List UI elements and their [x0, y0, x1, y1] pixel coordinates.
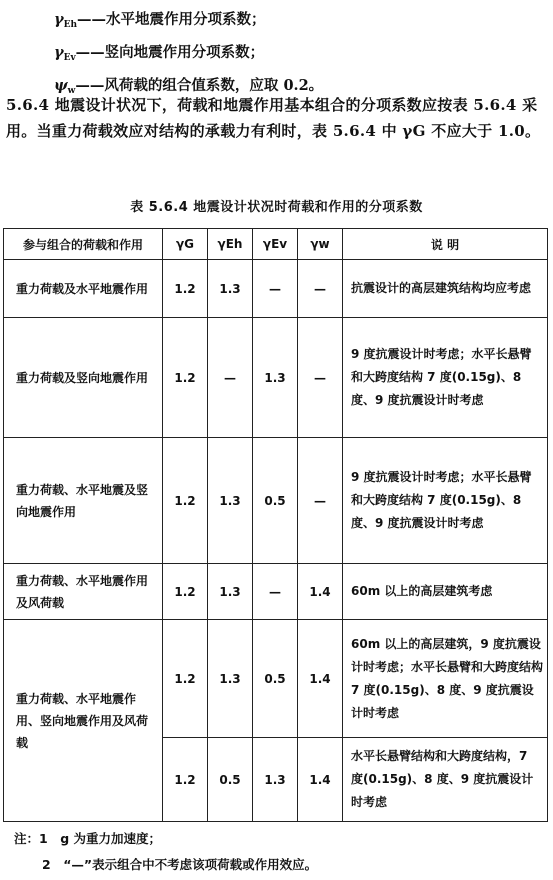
note-1: 注：1 g 为重力加速度；	[14, 831, 161, 846]
gamma-g-cell: 1.2	[163, 564, 208, 620]
table-row	[4, 620, 548, 738]
table-row	[4, 260, 548, 318]
gamma-g-cell: 1.2	[163, 438, 208, 564]
note-cell: 60m 以上的高层建筑，9 度抗震设计时考虑；水平长悬臂和大跨度结构 7 度(0.15g)、8 度、9 度抗震设计时考虑	[343, 620, 548, 738]
gamma-w-cell: 1.4	[298, 738, 343, 822]
table-caption: 表 5.6.4 地震设计状况时荷载和作用的分项系数	[130, 200, 423, 215]
note-cell: 9 度抗震设计时考虑；水平长悬臂和大跨度结构 7 度(0.15g)、8 度、9 度抗震设计时考虑	[343, 318, 548, 438]
gamma-w-cell: 1.4	[298, 620, 343, 738]
combo-cell: 重力荷载、水平地震作用及风荷载	[4, 564, 163, 620]
gamma-g-cell: 1.2	[163, 260, 208, 318]
note-cell: 抗震设计的高层建筑结构均应考虑	[343, 260, 548, 318]
definition-text: ——竖向地震作用分项系数；	[75, 44, 265, 61]
gamma-eh-cell: 1.3	[208, 564, 253, 620]
table-row	[4, 438, 548, 564]
note-cell: 水平长悬臂结构和大跨度结构，7 度(0.15g)、8 度、9 度抗震设计时考虑	[343, 738, 548, 822]
gamma-g-cell: 1.2	[163, 620, 208, 738]
table-header-row	[4, 229, 548, 260]
header-gamma-eh: γEh	[208, 229, 253, 260]
gamma-w-cell: 1.4	[298, 564, 343, 620]
table-notes	[14, 826, 317, 878]
combo-cell: 重力荷载、水平地震作用、竖向地震作用及风荷载	[4, 620, 163, 822]
gamma-ev-cell: 0.5	[253, 438, 298, 564]
gamma-ev-cell: —	[253, 564, 298, 620]
header-gamma-g: γG	[163, 229, 208, 260]
gamma-g-cell: 1.2	[163, 738, 208, 822]
header-combo: 参与组合的荷载和作用	[4, 229, 163, 260]
combo-cell: 重力荷载及水平地震作用	[4, 260, 163, 318]
gamma-g-cell: 1.2	[163, 318, 208, 438]
note-cell: 9 度抗震设计时考虑；水平长悬臂和大跨度结构 7 度(0.15g)、8 度、9 度抗震设计时考虑	[343, 438, 548, 564]
gamma-ev-cell: 1.3	[253, 738, 298, 822]
gamma-eh-cell: 1.3	[208, 620, 253, 738]
definition-gamma-ev	[54, 39, 323, 72]
clause-5-6-4: 5.6.4 地震设计状况下，荷载和地震作用基本组合的分项系数应按表 5.6.4 采用。当重力荷载效应对结构的承载力有利时，表 5.6.4 中 γG 不应大于 1.0。	[6, 96, 541, 140]
gamma-eh-cell: 1.3	[208, 260, 253, 318]
gamma-ev-cell: —	[253, 260, 298, 318]
symbol: $\gamma_{Eh}$	[54, 11, 77, 30]
gamma-w-cell: —	[298, 318, 343, 438]
factor-table	[3, 228, 548, 822]
definition-gamma-eh	[54, 6, 323, 39]
gamma-w-cell: —	[298, 260, 343, 318]
header-gamma-ev: γEv	[253, 229, 298, 260]
gamma-ev-cell: 1.3	[253, 318, 298, 438]
table-row	[4, 564, 548, 620]
gamma-eh-cell: 0.5	[208, 738, 253, 822]
definition-text: ——水平地震作用分项系数；	[76, 11, 266, 28]
gamma-w-cell: —	[298, 438, 343, 564]
symbol-definitions	[54, 6, 323, 105]
definition-text: ——风荷载的组合值系数，应取 0.2。	[75, 77, 324, 94]
note-cell: 60m 以上的高层建筑考虑	[343, 564, 548, 620]
table-row	[4, 318, 548, 438]
gamma-eh-cell: —	[208, 318, 253, 438]
header-note: 说 明	[343, 229, 548, 260]
gamma-ev-cell: 0.5	[253, 620, 298, 738]
note-2: 2 “—”表示组合中不考虑该项荷载或作用效应。	[42, 857, 318, 872]
symbol: $\gamma_{Ev}$	[54, 44, 76, 63]
gamma-eh-cell: 1.3	[208, 438, 253, 564]
combo-cell: 重力荷载及竖向地震作用	[4, 318, 163, 438]
combo-cell: 重力荷载、水平地震及竖向地震作用	[4, 438, 163, 564]
header-gamma-w: γw	[298, 229, 343, 260]
symbol: $\psi_w$	[54, 77, 76, 96]
